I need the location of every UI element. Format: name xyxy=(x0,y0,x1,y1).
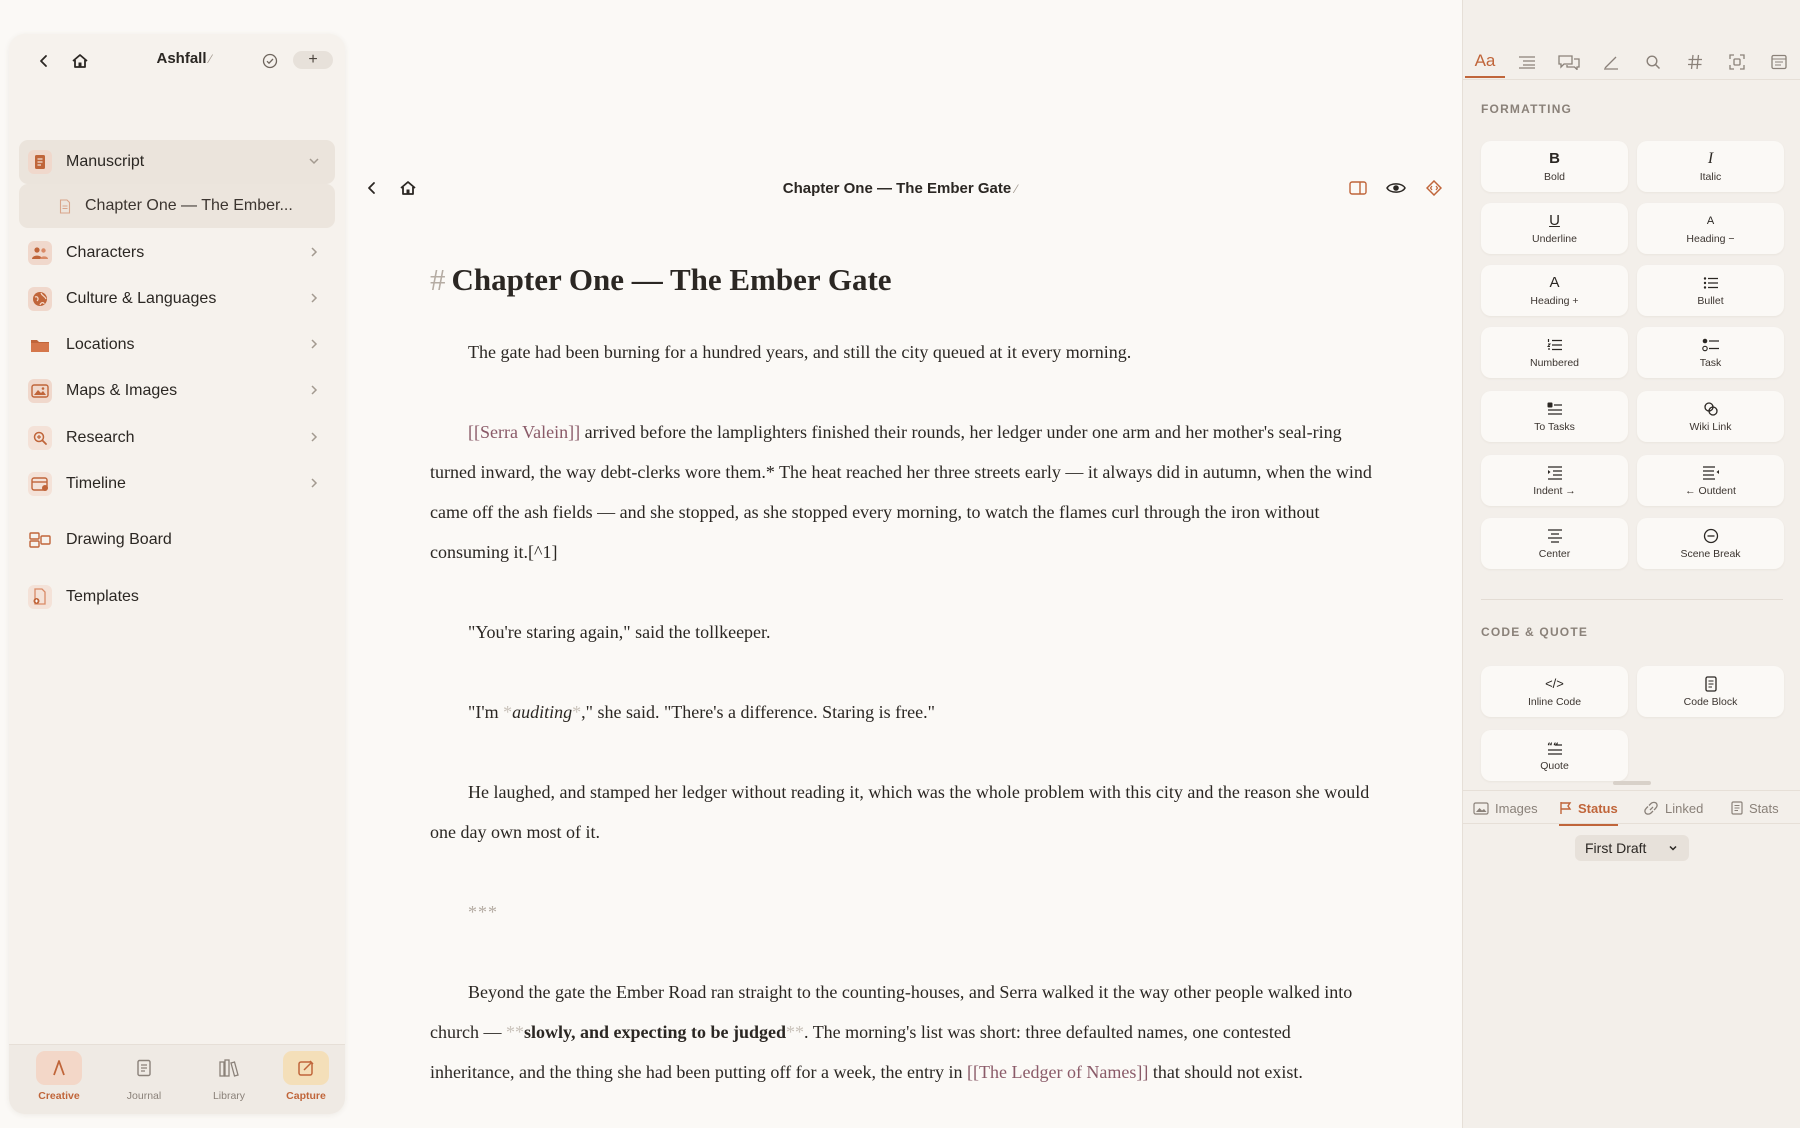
chevron-down-icon[interactable] xyxy=(307,154,321,168)
pencil-icon xyxy=(1603,54,1619,70)
sidebar-header xyxy=(9,34,345,88)
document-title[interactable]: Chapter One — The Ember Gate ⁄ xyxy=(782,180,1018,197)
sidebar-item-research[interactable] xyxy=(19,416,335,460)
numbered-list-button[interactable]: Numbered xyxy=(1481,327,1628,378)
tab-comments[interactable] xyxy=(1549,46,1589,78)
inspector-panel xyxy=(1462,0,1800,1128)
back-icon[interactable] xyxy=(31,48,57,74)
bullet-list-icon xyxy=(1703,275,1719,291)
tab-images[interactable]: Images xyxy=(1473,797,1538,819)
sidebar-item-label: Locations xyxy=(66,336,135,354)
status-value: First Draft xyxy=(1585,840,1647,856)
tab-annotate[interactable] xyxy=(1591,46,1631,78)
tab-search[interactable] xyxy=(1633,46,1673,78)
timeline-icon xyxy=(28,472,52,496)
formatting-section-title: FORMATTING xyxy=(1481,102,1573,116)
search-icon xyxy=(1645,54,1661,70)
sidebar-nav xyxy=(19,140,335,621)
tab-notes[interactable] xyxy=(1759,46,1799,78)
tab-outline[interactable] xyxy=(1507,46,1547,78)
sidebar-item-label: Chapter One — The Ember... xyxy=(85,197,293,215)
dock-capture[interactable]: Capture xyxy=(271,1051,341,1109)
capture-icon xyxy=(283,1051,329,1085)
preview-eye-icon[interactable] xyxy=(1384,176,1408,200)
characters-icon xyxy=(28,241,52,265)
tab-linked[interactable]: Linked xyxy=(1643,797,1703,819)
hashtag-icon xyxy=(1687,54,1703,70)
sidebar-item-label: Culture & Languages xyxy=(66,289,217,307)
paragraph: He laughed, and stamped her ledger without reading it, which was the whole problem with this city and the reason she would one day own most of it. xyxy=(430,782,1370,842)
edit-pencil-icon[interactable]: ⁄ xyxy=(209,52,212,66)
home-icon[interactable] xyxy=(67,48,93,74)
inspector-tabs xyxy=(1463,44,1800,80)
tab-status[interactable]: Status xyxy=(1559,797,1618,819)
task-list-icon xyxy=(1702,337,1720,353)
add-button[interactable]: + xyxy=(293,51,333,69)
chevron-right-icon[interactable] xyxy=(307,291,321,305)
paragraph: The gate had been burning for a hundred years, and still the city queued at it every morning. xyxy=(468,342,1132,362)
tab-tags[interactable] xyxy=(1675,46,1715,78)
chevron-right-icon[interactable] xyxy=(307,383,321,397)
sidebar-item-label: Drawing Board xyxy=(66,531,172,549)
journal-icon xyxy=(121,1051,167,1085)
scene-break-button[interactable]: Scene Break xyxy=(1637,518,1784,569)
sidebar-item-drawing-board[interactable] xyxy=(19,518,335,562)
flag-icon xyxy=(1559,801,1572,815)
sidebar-item-characters[interactable] xyxy=(19,231,335,275)
inline-code-button[interactable]: </> Inline Code xyxy=(1481,666,1628,717)
bullet-list-button[interactable]: Bullet xyxy=(1637,265,1784,316)
project-title[interactable]: Ashfall ⁄ xyxy=(156,50,212,67)
heading-increase-button[interactable]: A Heading + xyxy=(1481,265,1628,316)
svg-text:““: ““ xyxy=(1546,741,1559,752)
quote-icon xyxy=(1547,740,1563,756)
sidebar-item-chapter-one[interactable] xyxy=(19,184,335,228)
outline-icon xyxy=(1518,55,1536,69)
paragraph: [[Serra Valein]] arrived before the lamplighters finished their rounds, her ledger under one arm and her mother's seal-ring turned inward, the way debt-clerks wore them.* The heat reached her three streets early — it always did in autumn, when the wind came off the ash fields — and she stopped, as she stopped every morning, to watch the flames curl through the iron without consuming it.[^1] xyxy=(430,422,1372,562)
paragraph: "I'm *auditing*," she said. "There's a difference. Staring is free." xyxy=(468,702,935,722)
sidebar-item-timeline[interactable] xyxy=(19,462,335,506)
app-dock xyxy=(9,1044,345,1114)
quote-button[interactable]: ““ Quote xyxy=(1481,730,1628,781)
tab-stats[interactable]: Stats xyxy=(1731,797,1779,819)
task-list-button[interactable]: Task xyxy=(1637,327,1784,378)
panel-bottom-tabs xyxy=(1463,790,1800,824)
sidebar-item-maps-images[interactable] xyxy=(19,369,335,413)
editor-toolbar xyxy=(360,170,1440,206)
heading-decrease-button[interactable]: A Heading − xyxy=(1637,203,1784,254)
dock-creative[interactable]: Creative xyxy=(24,1051,94,1109)
focus-icon xyxy=(1729,54,1745,70)
edit-pencil-icon[interactable]: ⁄ xyxy=(1015,182,1018,196)
to-tasks-button[interactable]: To Tasks xyxy=(1481,391,1628,442)
source-code-icon[interactable] xyxy=(1422,176,1446,200)
chapter-heading: # Chapter One — The Ember Gate xyxy=(430,262,892,297)
outdent-icon xyxy=(1702,465,1720,481)
tab-focus[interactable] xyxy=(1717,46,1757,78)
underline-button[interactable]: U Underline xyxy=(1481,203,1628,254)
sidebar-item-label: Research xyxy=(66,428,135,446)
image-icon xyxy=(28,379,52,403)
numbered-list-icon xyxy=(1547,337,1563,353)
heading-decrease-icon: A xyxy=(1706,214,1715,227)
panel-scrollbar[interactable] xyxy=(1613,781,1651,785)
paragraph: "You're staring again," said the tollkeeper. xyxy=(468,622,771,642)
align-center-icon xyxy=(1547,528,1563,544)
sidebar-item-label: Characters xyxy=(66,243,145,261)
dock-journal[interactable]: Journal xyxy=(109,1051,179,1109)
creative-icon xyxy=(36,1051,82,1085)
comments-icon xyxy=(1558,54,1580,70)
library-icon xyxy=(206,1051,252,1085)
drawing-board-icon xyxy=(28,528,52,552)
bold-button[interactable]: B Bold xyxy=(1481,141,1628,192)
sidebar-item-culture-languages[interactable] xyxy=(19,277,335,321)
center-button[interactable]: Center xyxy=(1481,518,1628,569)
paragraph: Beyond the gate the Ember Road ran straight to the counting-houses, and Serra walked it the way other people walked into church — **slowly, and expecting to be judged**. The morning's list was short: three defaulted names, one contested inheritance, and the thing she had been putting off for a week, the entry in [[The Ledger of Names]] that should not exist. xyxy=(430,982,1353,1082)
scene-break: *** xyxy=(468,902,498,922)
sidebar-item-templates[interactable] xyxy=(19,575,335,619)
wiki-link[interactable]: [[The Ledger of Names]] xyxy=(967,1062,1149,1082)
inline-code-icon: </> xyxy=(1545,676,1564,691)
wiki-link-button[interactable]: Wiki Link xyxy=(1637,391,1784,442)
underline-icon: U xyxy=(1549,212,1560,229)
chevron-right-icon[interactable] xyxy=(307,337,321,351)
sidebar-item-label: Templates xyxy=(66,587,139,605)
heading-increase-icon: A xyxy=(1549,274,1560,291)
wiki-link[interactable]: [[Serra Valein]] xyxy=(468,422,581,442)
templates-icon xyxy=(28,585,52,609)
check-circle-icon[interactable] xyxy=(257,48,283,74)
dock-library[interactable]: Library xyxy=(194,1051,264,1109)
italic-button[interactable]: I Italic xyxy=(1637,141,1784,192)
sidebar-item-manuscript[interactable] xyxy=(19,140,335,184)
sidebar-item-label: Manuscript xyxy=(66,153,145,170)
chevron-right-icon[interactable] xyxy=(307,476,321,490)
to-tasks-icon xyxy=(1547,401,1563,417)
code-block-button[interactable]: Code Block xyxy=(1637,666,1784,717)
sidebar-item-locations[interactable] xyxy=(19,323,335,367)
italic-icon: I xyxy=(1707,149,1714,167)
chevron-right-icon[interactable] xyxy=(307,430,321,444)
scene-break-icon xyxy=(1703,528,1719,544)
tab-formatting[interactable]: Aa xyxy=(1465,46,1505,78)
outdent-button[interactable]: ← Outdent xyxy=(1637,455,1784,506)
research-icon xyxy=(28,426,52,450)
sidebar-item-label: Timeline xyxy=(66,475,126,493)
sidebar-item-label: Maps & Images xyxy=(66,382,178,400)
sidebar xyxy=(9,34,345,1114)
status-dropdown[interactable] xyxy=(1575,835,1689,861)
wiki-link-icon xyxy=(1702,401,1720,417)
link-icon xyxy=(1643,801,1659,815)
bold-icon: B xyxy=(1549,150,1560,167)
document-icon xyxy=(57,197,73,215)
chevron-right-icon[interactable] xyxy=(307,245,321,259)
folder-icon xyxy=(28,333,52,357)
indent-button[interactable]: Indent → xyxy=(1481,455,1628,506)
images-icon xyxy=(1473,802,1489,815)
code-block-icon xyxy=(1704,676,1718,692)
indent-icon xyxy=(1547,465,1563,481)
section-divider xyxy=(1481,599,1783,600)
manuscript-icon xyxy=(28,150,52,174)
chevron-down-icon xyxy=(1667,842,1679,854)
notes-icon xyxy=(1771,54,1787,70)
code-quote-section-title: CODE & QUOTE xyxy=(1481,625,1589,639)
split-view-icon[interactable] xyxy=(1346,176,1370,200)
globe-icon xyxy=(28,287,52,311)
manuscript-editor[interactable] xyxy=(430,256,1375,1128)
stats-icon xyxy=(1731,801,1743,815)
